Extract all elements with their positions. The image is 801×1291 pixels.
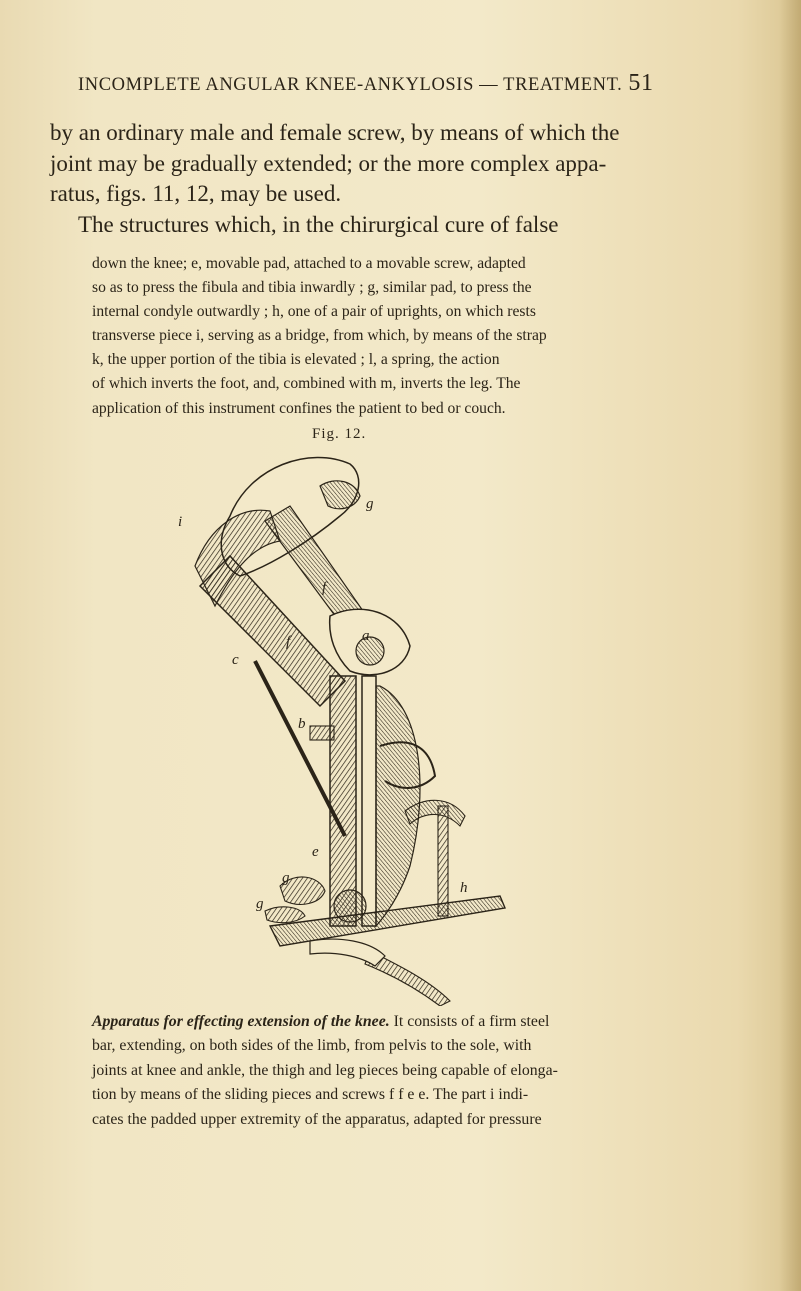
fig-letter-c: c bbox=[232, 652, 239, 668]
leg-bar-left bbox=[330, 676, 356, 926]
legend-line: so as to press the fibula and tibia inwardly ; g, similar pad, to press the bbox=[92, 279, 532, 297]
fig-letter-e: e bbox=[312, 844, 319, 860]
leg-bar-right bbox=[362, 676, 376, 926]
header-title: INCOMPLETE ANGULAR KNEE-ANKYLOSIS — TREATMENT. bbox=[78, 75, 623, 95]
body-line: by an ordinary male and female screw, by means of which the bbox=[50, 120, 620, 145]
fig-letter-a: a bbox=[362, 628, 370, 644]
figure-caption bbox=[92, 1010, 637, 1132]
legend-line: internal condyle outwardly ; h, one of a pair of uprights, on which rests bbox=[92, 303, 536, 321]
body-line: ratus, figs. 11, 12, may be used. bbox=[50, 181, 342, 206]
caption-line: tion by means of the sliding pieces and screws f f e e. The part i indi- bbox=[92, 1086, 529, 1104]
fig-letter-f-right: f bbox=[322, 580, 327, 596]
foot-rest bbox=[310, 939, 385, 966]
body-line: joint may be gradually extended; or the more complex appa- bbox=[50, 150, 607, 176]
fig-letter-g-low: g bbox=[256, 896, 264, 912]
fig-letter-i: i bbox=[178, 514, 183, 530]
fig-letter-g-top: g bbox=[366, 496, 374, 512]
body-paragraph bbox=[50, 118, 632, 240]
page-number: 51 bbox=[628, 70, 654, 96]
caption-title: Apparatus for effecting extension of the knee. bbox=[92, 1013, 390, 1030]
side-screw bbox=[310, 726, 334, 740]
knee-joint bbox=[356, 637, 384, 665]
fig-letter-f-left: f bbox=[286, 634, 291, 650]
fig-letter-g-mid: g bbox=[282, 870, 290, 886]
running-header bbox=[78, 70, 654, 97]
figure-legend-continued bbox=[92, 252, 632, 421]
figure-label: Fig. 12. bbox=[312, 426, 367, 442]
caption-line: cates the padded upper extremity of the apparatus, adapted for pressure bbox=[92, 1110, 542, 1128]
pad-g-low bbox=[265, 907, 305, 923]
upright-h bbox=[438, 806, 448, 916]
legend-line: down the knee; e, movable pad, attached to a movable screw, adapted bbox=[92, 255, 526, 272]
body-line: The structures which, in the chirurgical cure of false bbox=[78, 211, 559, 237]
caption-line: joints at knee and ankle, the thigh and leg pieces being capable of elonga- bbox=[92, 1061, 558, 1079]
caption-line: bar, extending, on both sides of the limb, from pelvis to the sole, with bbox=[92, 1037, 532, 1055]
caption-first-line bbox=[92, 1010, 637, 1034]
page-edge-shadow bbox=[779, 0, 801, 1291]
legend-line: of which inverts the foot, and, combined with m, inverts the leg. The bbox=[92, 375, 521, 393]
fig-letter-b: b bbox=[298, 716, 306, 732]
caption-first-line-rest: It consists of a firm steel bbox=[389, 1013, 550, 1030]
legend-line: k, the upper portion of the tibia is elevated ; l, a spring, the action bbox=[92, 351, 500, 369]
knee-extension-apparatus-illustration bbox=[170, 446, 530, 1006]
fig-letter-h: h bbox=[460, 880, 468, 896]
legend-line: application of this instrument confines the patient to bed or couch. bbox=[92, 399, 506, 417]
legend-line: transverse piece i, serving as a bridge, from which, by means of the strap bbox=[92, 327, 547, 345]
